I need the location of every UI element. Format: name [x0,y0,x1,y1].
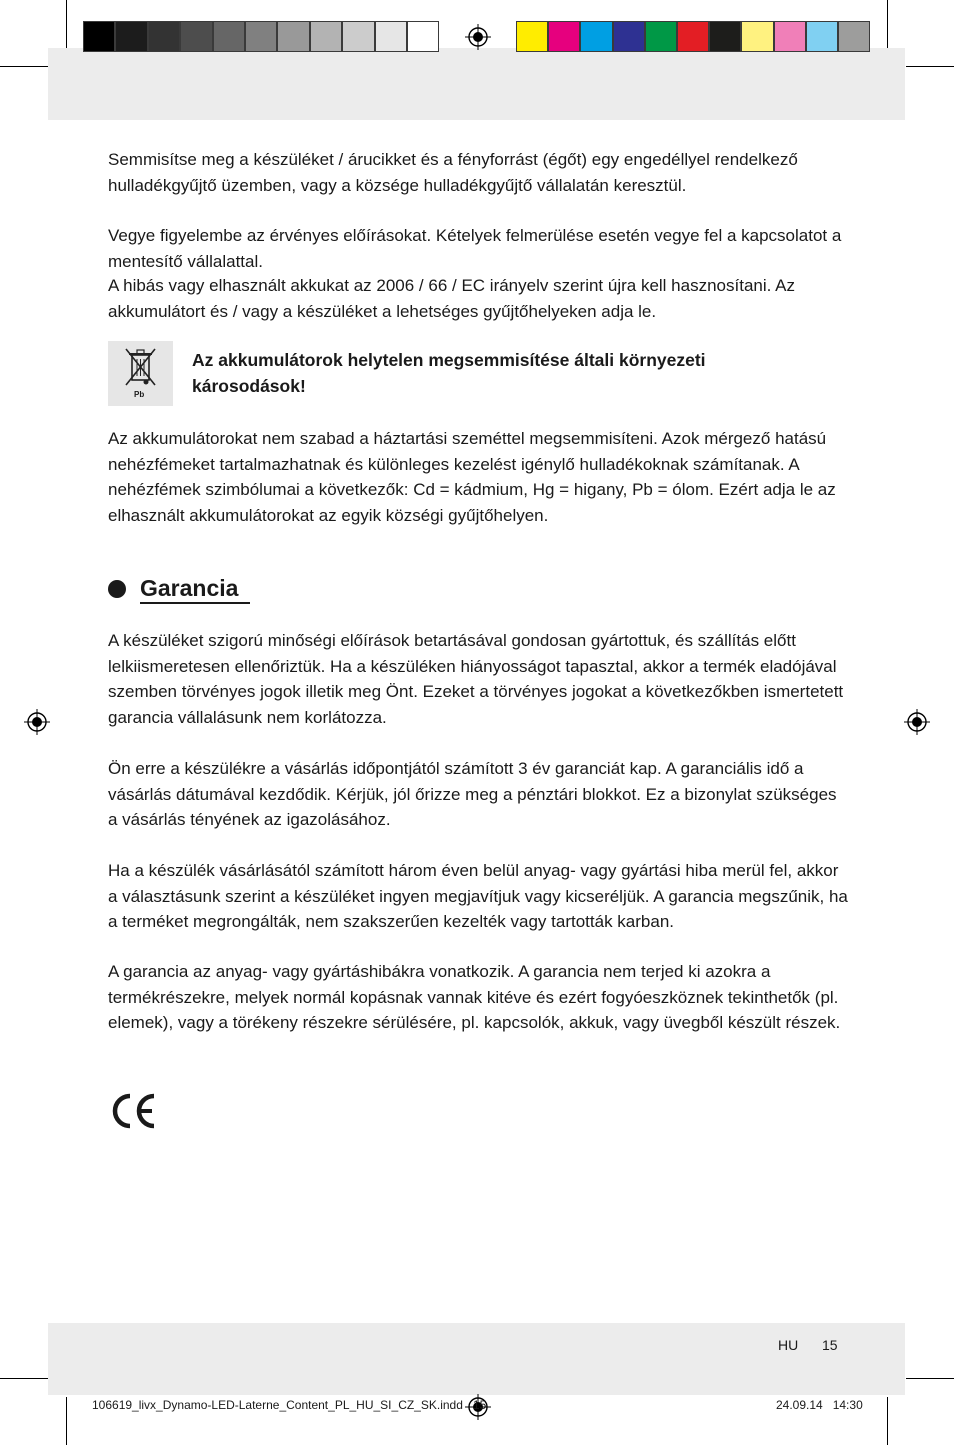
registration-mark-icon [904,709,930,735]
color-swatch [245,21,277,52]
warranty-paragraph-2: Ön erre a készülékre a vásárlás időpontjától számított 3 év garanciát kap. A garanciális idő a vásárlás dátumával kezdődik. Kérjük, jól őrizze meg a pénztári blokkot. Ez a bizonylat szükséges a vásárlás tényének az igazolásához. [108,759,837,829]
footer-band [48,1323,905,1395]
crop-mark [887,0,888,48]
color-swatch [180,21,212,52]
color-swatch [148,21,180,52]
color-swatch [709,21,741,52]
crop-mark [887,1397,888,1445]
color-swatch [774,21,806,52]
color-swatch [115,21,147,52]
warning-title: Az akkumulátorok helytelen megsemmisítése általi környezeti károsodások! [192,350,706,396]
crop-mark [0,66,48,67]
language-code: HU [778,1337,799,1353]
section-underline [140,602,250,604]
color-swatch [83,21,115,52]
battery-disposal-symbol [108,341,173,406]
heavy-metals-paragraph: Az akkumulátorokat nem szabad a háztartási szeméttel megsemmisíteni. Azok mérgező hatású nehézfémeket tartalmazhatnak és különleges kezelést igénylő hulladékoknak számítanak. A nehézfémek szimbólumai a következők: Cd = kádmium, Hg = higany, Pb = ólom. Ezért adja le az elhasznált akkumulátorokat az egyik községi gyűjtőhelyen. [108,429,836,525]
color-swatch [741,21,773,52]
page-number: 15 [822,1337,838,1353]
color-swatch [806,21,838,52]
color-swatch [548,21,580,52]
color-swatch [213,21,245,52]
section-bullet-icon [108,580,126,598]
header-band [48,48,905,120]
section-title: Garancia [140,575,239,601]
warranty-paragraph-1: A készüléket szigorú minőségi előírások betartásával gondosan gyártottuk, és szállítás előtt lelkiismeretesen ellenőriztük. Ha a készüléken hiányosságot tapasztal, akkor a termék eladójával szemben törvényes jogok illetik meg Önt. Ezeket a törvényes jogokat a következőkben ismertetett garancia vállalásunk nem korlátozza. [108,631,844,727]
color-swatch [580,21,612,52]
color-swatch [277,21,309,52]
crop-mark [0,1378,48,1379]
color-swatch [407,21,439,52]
warranty-paragraph-3: Ha a készülék vásárlásától számított három éven belül anyag- vagy gyártási hiba merül fel, akkor a választásunk szerint a készüléket ingyen megjavítjuk vagy kicseréljük. A garancia megszűnik, ha a terméket megrongálták, nem szakszerűen kezelték vagy tartották karban. [108,861,848,931]
crop-mark [906,1378,954,1379]
battery-recycling-paragraph: A hibás vagy elhasznált akkukat az 2006 / 66 / EC irányelv szerint újra kell hasznosítani. Az akkumulátort és / vagy a készüléket a lehetséges gyűjtőhelyeken adja le. [108,276,795,321]
regulations-paragraph: Vegye figyelembe az érvényes előírásokat. Kételyek felmerülése esetén vegye fel a kapcsolatot a mentesítő vállalattal. [108,226,842,271]
print-date: 24.09.14 14:30 [776,1398,863,1412]
color-swatch [342,21,374,52]
crop-mark [66,0,67,48]
ce-mark-icon [106,1086,166,1136]
color-swatch [677,21,709,52]
disposal-paragraph: Semmisítse meg a készüléket / árucikket és a fényforrást (égőt) egy engedéllyel rendelkező hulladékgyűjtő üzemben, vagy a községe hulladékgyűjtő vállalatán keresztül. [108,150,798,195]
pb-label: Pb [134,390,145,399]
registration-mark-icon [465,24,491,50]
crop-mark [66,1397,67,1445]
crop-mark [906,66,954,67]
color-swatch [375,21,407,52]
file-info: 106619_livx_Dynamo-LED-Laterne_Content_PL_HU_SI_CZ_SK.indd 15 [92,1398,487,1412]
color-swatch [838,21,870,52]
registration-mark-icon [24,709,50,735]
color-swatch [516,21,548,52]
color-swatch [310,21,342,52]
warranty-paragraph-4: A garancia az anyag- vagy gyártáshibákra vonatkozik. A garancia nem terjed ki azokra a termékrészekre, melyek normál kopásnak vannak kitéve és ezért fogyóeszköznek tekinthetők (pl. elemek), vagy a törékeny részekre sérülésére, pl. kapcsolók, akkuk, vagy üvegből készült részek. [108,962,841,1032]
color-swatch [613,21,645,52]
color-swatch [645,21,677,52]
